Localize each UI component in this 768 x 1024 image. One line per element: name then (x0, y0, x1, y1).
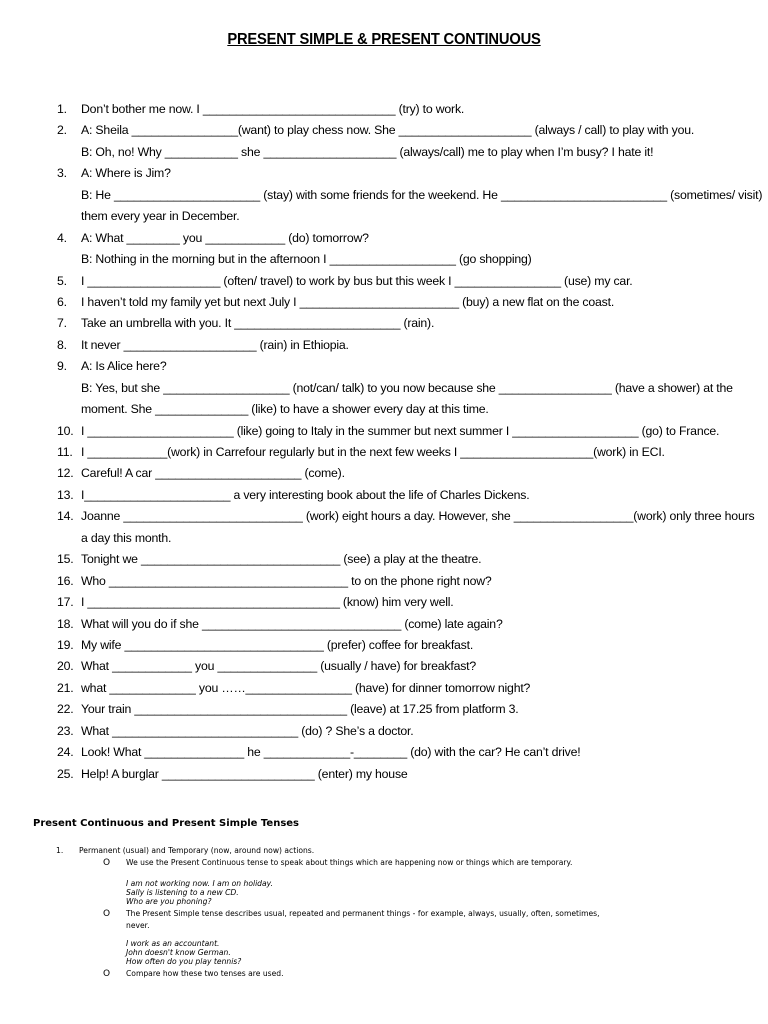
example-sentence: John doesn't know German. (126, 948, 231, 957)
exercise-line (0, 399, 768, 420)
line-text: A: Is Alice here? (81, 359, 167, 374)
line-number: 8. (57, 337, 67, 352)
line-text: Don’t bother me now. I _____________________________ (try) to work. (81, 102, 465, 116)
exercise-line (0, 764, 768, 785)
line-number: 23. (57, 723, 74, 738)
line-text: I______________________ a very interesting book about the life of Charles Dickens. (81, 487, 530, 502)
exercise-line (0, 313, 768, 334)
line-text: Careful! A car ______________________ (come). (81, 466, 345, 481)
line-text: Look! What _______________ he _____________-________ (do) with the car? He can’t drive! (81, 745, 581, 760)
line-text: A: Sheila ________________(want) to play chess now. She ____________________ (always / call) to play with you. (81, 123, 695, 138)
bullet-marker: O (103, 858, 111, 868)
exercise-line (0, 742, 768, 763)
exercise-line (0, 99, 768, 120)
exercise-line (0, 656, 768, 677)
line-text: a day this month. (81, 530, 172, 545)
line-text: My wife ______________________________ (prefer) coffee for breakfast. (81, 637, 474, 652)
line-text: B: Yes, but she ___________________ (not/can/ talk) to you now because she _________________ (have a shower) at the (81, 380, 733, 395)
line-text: B: Nothing in the morning but in the afternoon I ___________________ (go shopping) (81, 252, 532, 267)
line-number: 17. (57, 595, 74, 610)
bullet-marker: O (103, 969, 111, 979)
line-number: 2. (57, 123, 67, 138)
example-sentence: Sally is listening to a new CD. (126, 888, 239, 897)
exercise-line (0, 635, 768, 656)
exercise-line (0, 442, 768, 463)
exercise-line (0, 378, 768, 399)
line-number: 13. (57, 487, 74, 502)
exercise-line (0, 592, 768, 613)
page-title: PRESENT SIMPLE & PRESENT CONTINUOUS (227, 31, 541, 48)
line-text: Your train ________________________________ (leave) at 17.25 from platform 3. (81, 702, 519, 717)
exercise-line (0, 206, 768, 227)
exercise-line (0, 528, 768, 549)
exercise-line (0, 506, 768, 527)
line-number: 21. (57, 680, 74, 695)
line-number: 5. (57, 273, 67, 288)
exercise-list (0, 99, 768, 785)
exercise-line (0, 421, 768, 442)
line-number: 24. (57, 745, 74, 760)
notes-item-text: Permanent (usual) and Temporary (now, around now) actions. (79, 846, 315, 855)
line-number: 25. (57, 766, 74, 781)
line-number: 7. (57, 316, 67, 331)
exercise-line (0, 163, 768, 184)
line-text: What ____________________________ (do) ? She’s a doctor. (81, 723, 414, 738)
line-number: 11. (57, 445, 73, 459)
exercise-line (0, 335, 768, 356)
line-text: B: Oh, no! Why ___________ she ____________________ (always/call) me to play when I’m busy? I hate it! (81, 144, 654, 159)
line-text: I ____________(work) in Carrefour regularly but in the next few weeks I ____________________(work) in ECI. (81, 445, 665, 459)
exercise-line (0, 721, 768, 742)
line-text: I ____________________ (often/ travel) to work by bus but this week I ________________ (use) my car. (81, 273, 633, 288)
exercise-line (0, 271, 768, 292)
line-number: 10. (57, 423, 74, 438)
line-number: 3. (57, 166, 67, 181)
exercise-line (0, 485, 768, 506)
line-text: Who ____________________________________ to on the phone right now? (81, 573, 492, 588)
line-text: I ______________________________________ (know) him very well. (81, 595, 454, 610)
line-number: 22. (57, 702, 74, 717)
line-number: 9. (57, 359, 67, 374)
exercise-line (0, 699, 768, 720)
line-text: What will you do if she ______________________________ (come) late again? (81, 616, 503, 631)
notes-heading: Present Continuous and Present Simple Tenses (33, 818, 300, 829)
line-number: 19. (57, 637, 74, 652)
exercise-line (0, 463, 768, 484)
line-number: 18. (57, 616, 74, 631)
line-text: What ____________ you _______________ (usually / have) for breakfast? (81, 659, 477, 674)
line-text: Tonight we ______________________________ (see) a play at the theatre. (81, 552, 482, 567)
example-sentence: Who are you phoning? (126, 897, 212, 906)
line-text: B: He ______________________ (stay) with some friends for the weekend. He _________________________ (sometimes/ visit) (81, 187, 763, 202)
line-number: 20. (57, 659, 74, 674)
line-text: Take an umbrella with you. It _________________________ (rain). (81, 316, 435, 331)
example-sentence: I work as an accountant. (126, 939, 220, 948)
bullet-marker: O (103, 909, 111, 919)
example-sentence: I am not working now. I am on holiday. (126, 879, 273, 888)
line-number: 14. (57, 509, 74, 524)
example-sentence: How often do you play tennis? (126, 957, 242, 966)
line-text: Joanne ___________________________ (work) eight hours a day. However, she __________________(work) only three hours (81, 509, 755, 524)
exercise-line (0, 185, 768, 206)
line-text: A: Where is Jim? (81, 166, 171, 181)
line-text: I ______________________ (like) going to Italy in the summer but next summer I ___________________ (go) to France. (81, 423, 720, 438)
exercise-line (0, 142, 768, 163)
line-number: 15. (57, 552, 74, 567)
notes-bullet-text: We use the Present Continuous tense to speak about things which are happening now or things which are temporary. (126, 858, 573, 867)
line-number: 1. (57, 102, 67, 116)
line-text: It never ____________________ (rain) in Ethiopia. (81, 337, 349, 352)
line-number: 6. (57, 294, 67, 309)
notes-bullet-text: never. (126, 921, 150, 930)
line-text: what _____________ you ……________________ (have) for dinner tomorrow night? (81, 680, 531, 695)
line-text: Help! A burglar _______________________ (enter) my house (81, 766, 408, 781)
exercise-line (0, 228, 768, 249)
exercise-line (0, 614, 768, 635)
exercise-line (0, 678, 768, 699)
line-text: I haven’t told my family yet but next July I ________________________ (buy) a new flat on the coast. (81, 294, 615, 309)
line-text: them every year in December. (81, 209, 240, 224)
exercise-line (0, 249, 768, 270)
line-text: A: What ________ you ____________ (do) tomorrow? (81, 230, 369, 245)
line-text: moment. She ______________ (like) to have a shower every day at this time. (81, 402, 489, 417)
exercise-line (0, 356, 768, 377)
exercise-line (0, 292, 768, 313)
exercise-line (0, 120, 768, 141)
notes-bullet-text: Compare how these two tenses are used. (126, 969, 284, 978)
exercise-line (0, 549, 768, 570)
line-number: 16. (57, 573, 74, 588)
line-number: 12. (57, 466, 74, 481)
notes-bullet-text: The Present Simple tense describes usual, repeated and permanent things - for example, always, usually, often, sometimes, (126, 909, 600, 918)
exercise-line (0, 571, 768, 592)
notes-item-number: 1. (56, 846, 64, 855)
line-number: 4. (57, 230, 67, 245)
